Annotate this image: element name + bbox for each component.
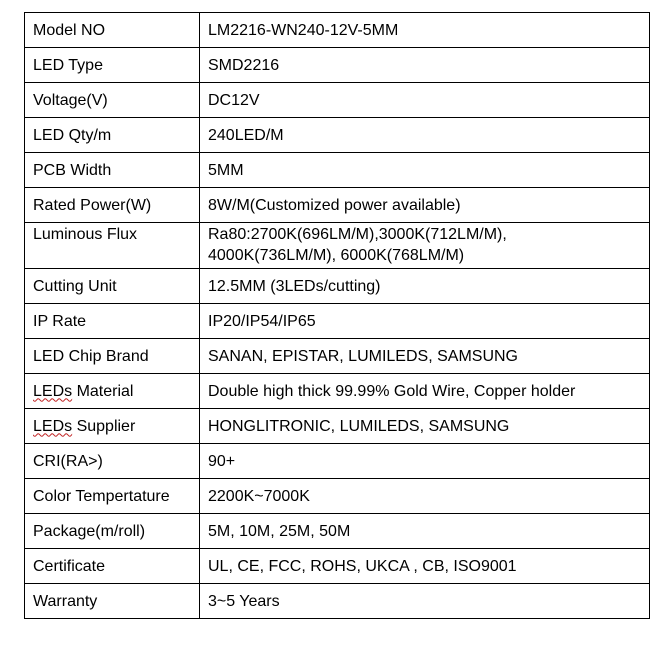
table-row <box>25 339 650 374</box>
row-value: LM2216-WN240-12V-5MM <box>200 13 650 48</box>
row-value: 3~5 Years <box>200 584 650 619</box>
row-value: UL, CE, FCC, ROHS, UKCA , CB, ISO9001 <box>200 549 650 584</box>
table-row <box>25 83 650 118</box>
spec-table <box>24 12 650 619</box>
table-row <box>25 48 650 83</box>
row-label: Certificate <box>25 549 200 584</box>
row-label: LED Chip Brand <box>25 339 200 374</box>
row-label-rest: Material <box>72 382 134 400</box>
row-value: SMD2216 <box>200 48 650 83</box>
row-value: HONGLITRONIC, LUMILEDS, SAMSUNG <box>200 409 650 444</box>
table-row <box>25 13 650 48</box>
row-value: 90+ <box>200 444 650 479</box>
table-row <box>25 584 650 619</box>
row-label: Color Tempertature <box>25 479 200 514</box>
row-value: 8W/M(Customized power available) <box>200 188 650 223</box>
row-value: 5MM <box>200 153 650 188</box>
row-label: Model NO <box>25 13 200 48</box>
row-label: Warranty <box>25 584 200 619</box>
row-label <box>25 374 200 409</box>
table-row <box>25 549 650 584</box>
table-row <box>25 444 650 479</box>
row-label: LED Type <box>25 48 200 83</box>
row-value: DC12V <box>200 83 650 118</box>
row-label: IP Rate <box>25 304 200 339</box>
row-value: 12.5MM (3LEDs/cutting) <box>200 269 650 304</box>
row-label: Voltage(V) <box>25 83 200 118</box>
table-row <box>25 188 650 223</box>
row-label: LED Qty/m <box>25 118 200 153</box>
table-row <box>25 409 650 444</box>
row-label: Luminous Flux <box>25 223 200 269</box>
row-label-rest: Supplier <box>72 417 136 435</box>
spellcheck-word: LEDs <box>33 382 73 400</box>
row-value: 240LED/M <box>200 118 650 153</box>
table-row <box>25 223 650 269</box>
row-label: PCB Width <box>25 153 200 188</box>
row-value-line: 4000K(736LM/M), 6000K(768LM/M) <box>208 247 465 264</box>
row-value: Double high thick 99.99% Gold Wire, Copper holder <box>200 374 650 409</box>
row-value: SANAN, EPISTAR, LUMILEDS, SAMSUNG <box>200 339 650 374</box>
row-value: 5M, 10M, 25M, 50M <box>200 514 650 549</box>
table-row <box>25 118 650 153</box>
spellcheck-word: LEDs <box>33 417 73 435</box>
row-label: Package(m/roll) <box>25 514 200 549</box>
table-row <box>25 514 650 549</box>
row-value: 2200K~7000K <box>200 479 650 514</box>
table-row <box>25 479 650 514</box>
table-row <box>25 304 650 339</box>
row-value <box>200 223 650 269</box>
row-label <box>25 409 200 444</box>
table-row <box>25 269 650 304</box>
row-value-line: Ra80:2700K(696LM/M),3000K(712LM/M), <box>208 226 507 243</box>
row-label: Cutting Unit <box>25 269 200 304</box>
row-label: CRI(RA>) <box>25 444 200 479</box>
table-row <box>25 153 650 188</box>
row-value: IP20/IP54/IP65 <box>200 304 650 339</box>
table-row <box>25 374 650 409</box>
row-label: Rated Power(W) <box>25 188 200 223</box>
